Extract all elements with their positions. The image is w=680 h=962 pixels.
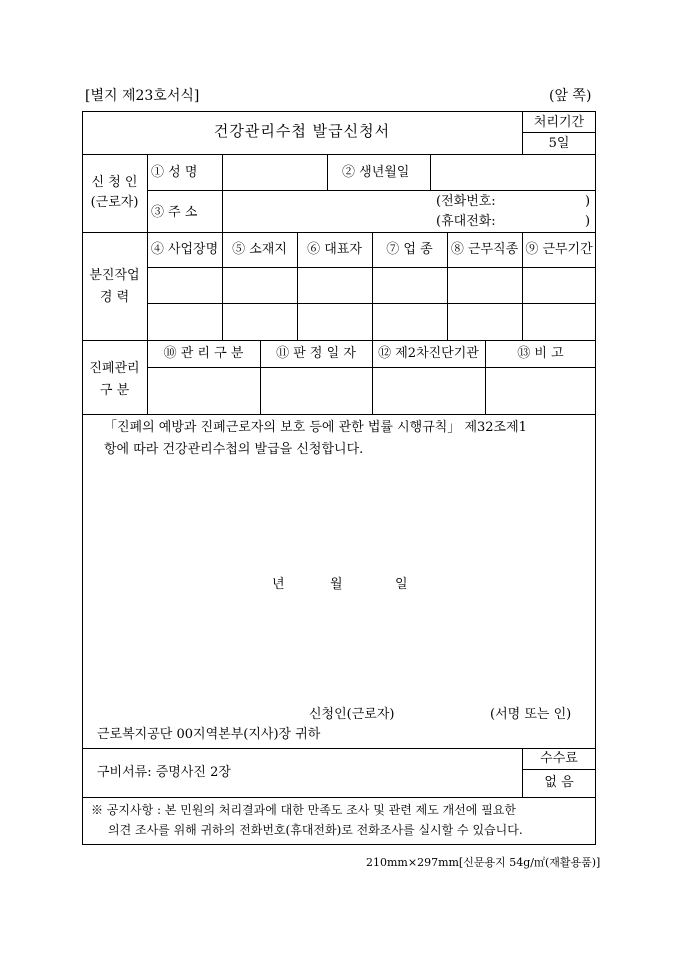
form-title: 건강관리수첩 발급신청서	[213, 122, 391, 140]
career-col-location: ⑤ 소재지	[232, 242, 287, 257]
divider	[430, 154, 431, 190]
statement-line-1: 「진폐의 예방과 진폐근로자의 보호 등에 관한 법률 시행규칙」 제32조제1	[104, 420, 527, 435]
divider	[147, 190, 596, 191]
notice-line-1: ※ 공지사항 : 본 민원의 처리결과에 대한 만족도 조사 및 관련 제도 개선에 필요한	[91, 803, 516, 817]
name-label: ① 성 명	[151, 165, 198, 180]
career-section-label: 분진작업	[89, 268, 140, 283]
applicant-section-label: 신 청 인	[91, 175, 138, 190]
career-col-industry: ⑦ 업 종	[386, 242, 433, 257]
form-number: [별지 제23호서식]	[85, 88, 200, 104]
mobile-label: (휴대전화:	[436, 214, 496, 229]
page-side: (앞 쪽)	[549, 88, 592, 104]
management-col-remarks: ⑬ 비 고	[517, 346, 564, 361]
processing-period-value: 5일	[548, 136, 570, 151]
divider	[82, 797, 596, 798]
divider	[82, 748, 596, 749]
date-year: 년	[272, 577, 285, 592]
management-col-judgment-date: ⑪ 판 정 일 자	[276, 346, 356, 361]
divider	[82, 154, 596, 155]
career-col-period: ⑨ 근무기간	[525, 242, 593, 257]
fee-label: 수수료	[540, 751, 578, 766]
date-month: 월	[330, 577, 343, 592]
recipient: 근로복지공단 00지역본부(지사)장 귀하	[97, 727, 321, 742]
career-col-representative: ⑥ 대표자	[307, 242, 362, 257]
management-section-sublabel: 구 분	[99, 383, 130, 398]
career-col-occupation: ⑧ 근무직종	[450, 242, 519, 257]
birth-date-label: ② 생년월일	[342, 165, 410, 180]
signature-or-seal: (서명 또는 인)	[490, 707, 572, 722]
divider	[147, 154, 148, 414]
career-section-sublabel: 경 력	[99, 290, 130, 305]
paper-spec: 210mm×297mm[신문용지 54g/㎡(재활용품)]	[366, 856, 601, 869]
address-label: ③ 주 소	[151, 205, 198, 220]
management-col-class: ⑩ 관 리 구 분	[163, 346, 244, 361]
mobile-close: )	[585, 214, 591, 229]
fee-value: 없 음	[544, 775, 574, 790]
divider	[82, 414, 596, 415]
divider	[82, 340, 596, 341]
phone-close: )	[585, 194, 591, 209]
divider	[522, 132, 596, 133]
applicant-signature-label: 신청인(근로자)	[309, 707, 395, 722]
divider	[222, 154, 223, 232]
notice-line-2: 의견 조사를 위해 귀하의 전화번호(휴대전화)로 전화조사를 실시할 수 있습니다.	[108, 823, 523, 837]
career-col-workplace: ④ 사업장명	[150, 242, 219, 257]
processing-period-label: 처리기간	[533, 115, 585, 130]
phone-label: (전화번호:	[436, 194, 496, 209]
management-col-second-institution: ⑫ 제2차진단기관	[378, 346, 479, 361]
statement-line-2: 항에 따라 건강관리수첩의 발급을 신청합니다.	[104, 442, 364, 457]
date-day: 일	[395, 577, 408, 592]
divider	[327, 154, 328, 190]
divider	[522, 769, 596, 770]
management-section-label: 진폐관리	[89, 361, 140, 376]
divider	[82, 232, 596, 233]
required-documents: 구비서류: 증명사진 2장	[97, 765, 231, 780]
applicant-section-sublabel: (근로자)	[90, 195, 139, 210]
